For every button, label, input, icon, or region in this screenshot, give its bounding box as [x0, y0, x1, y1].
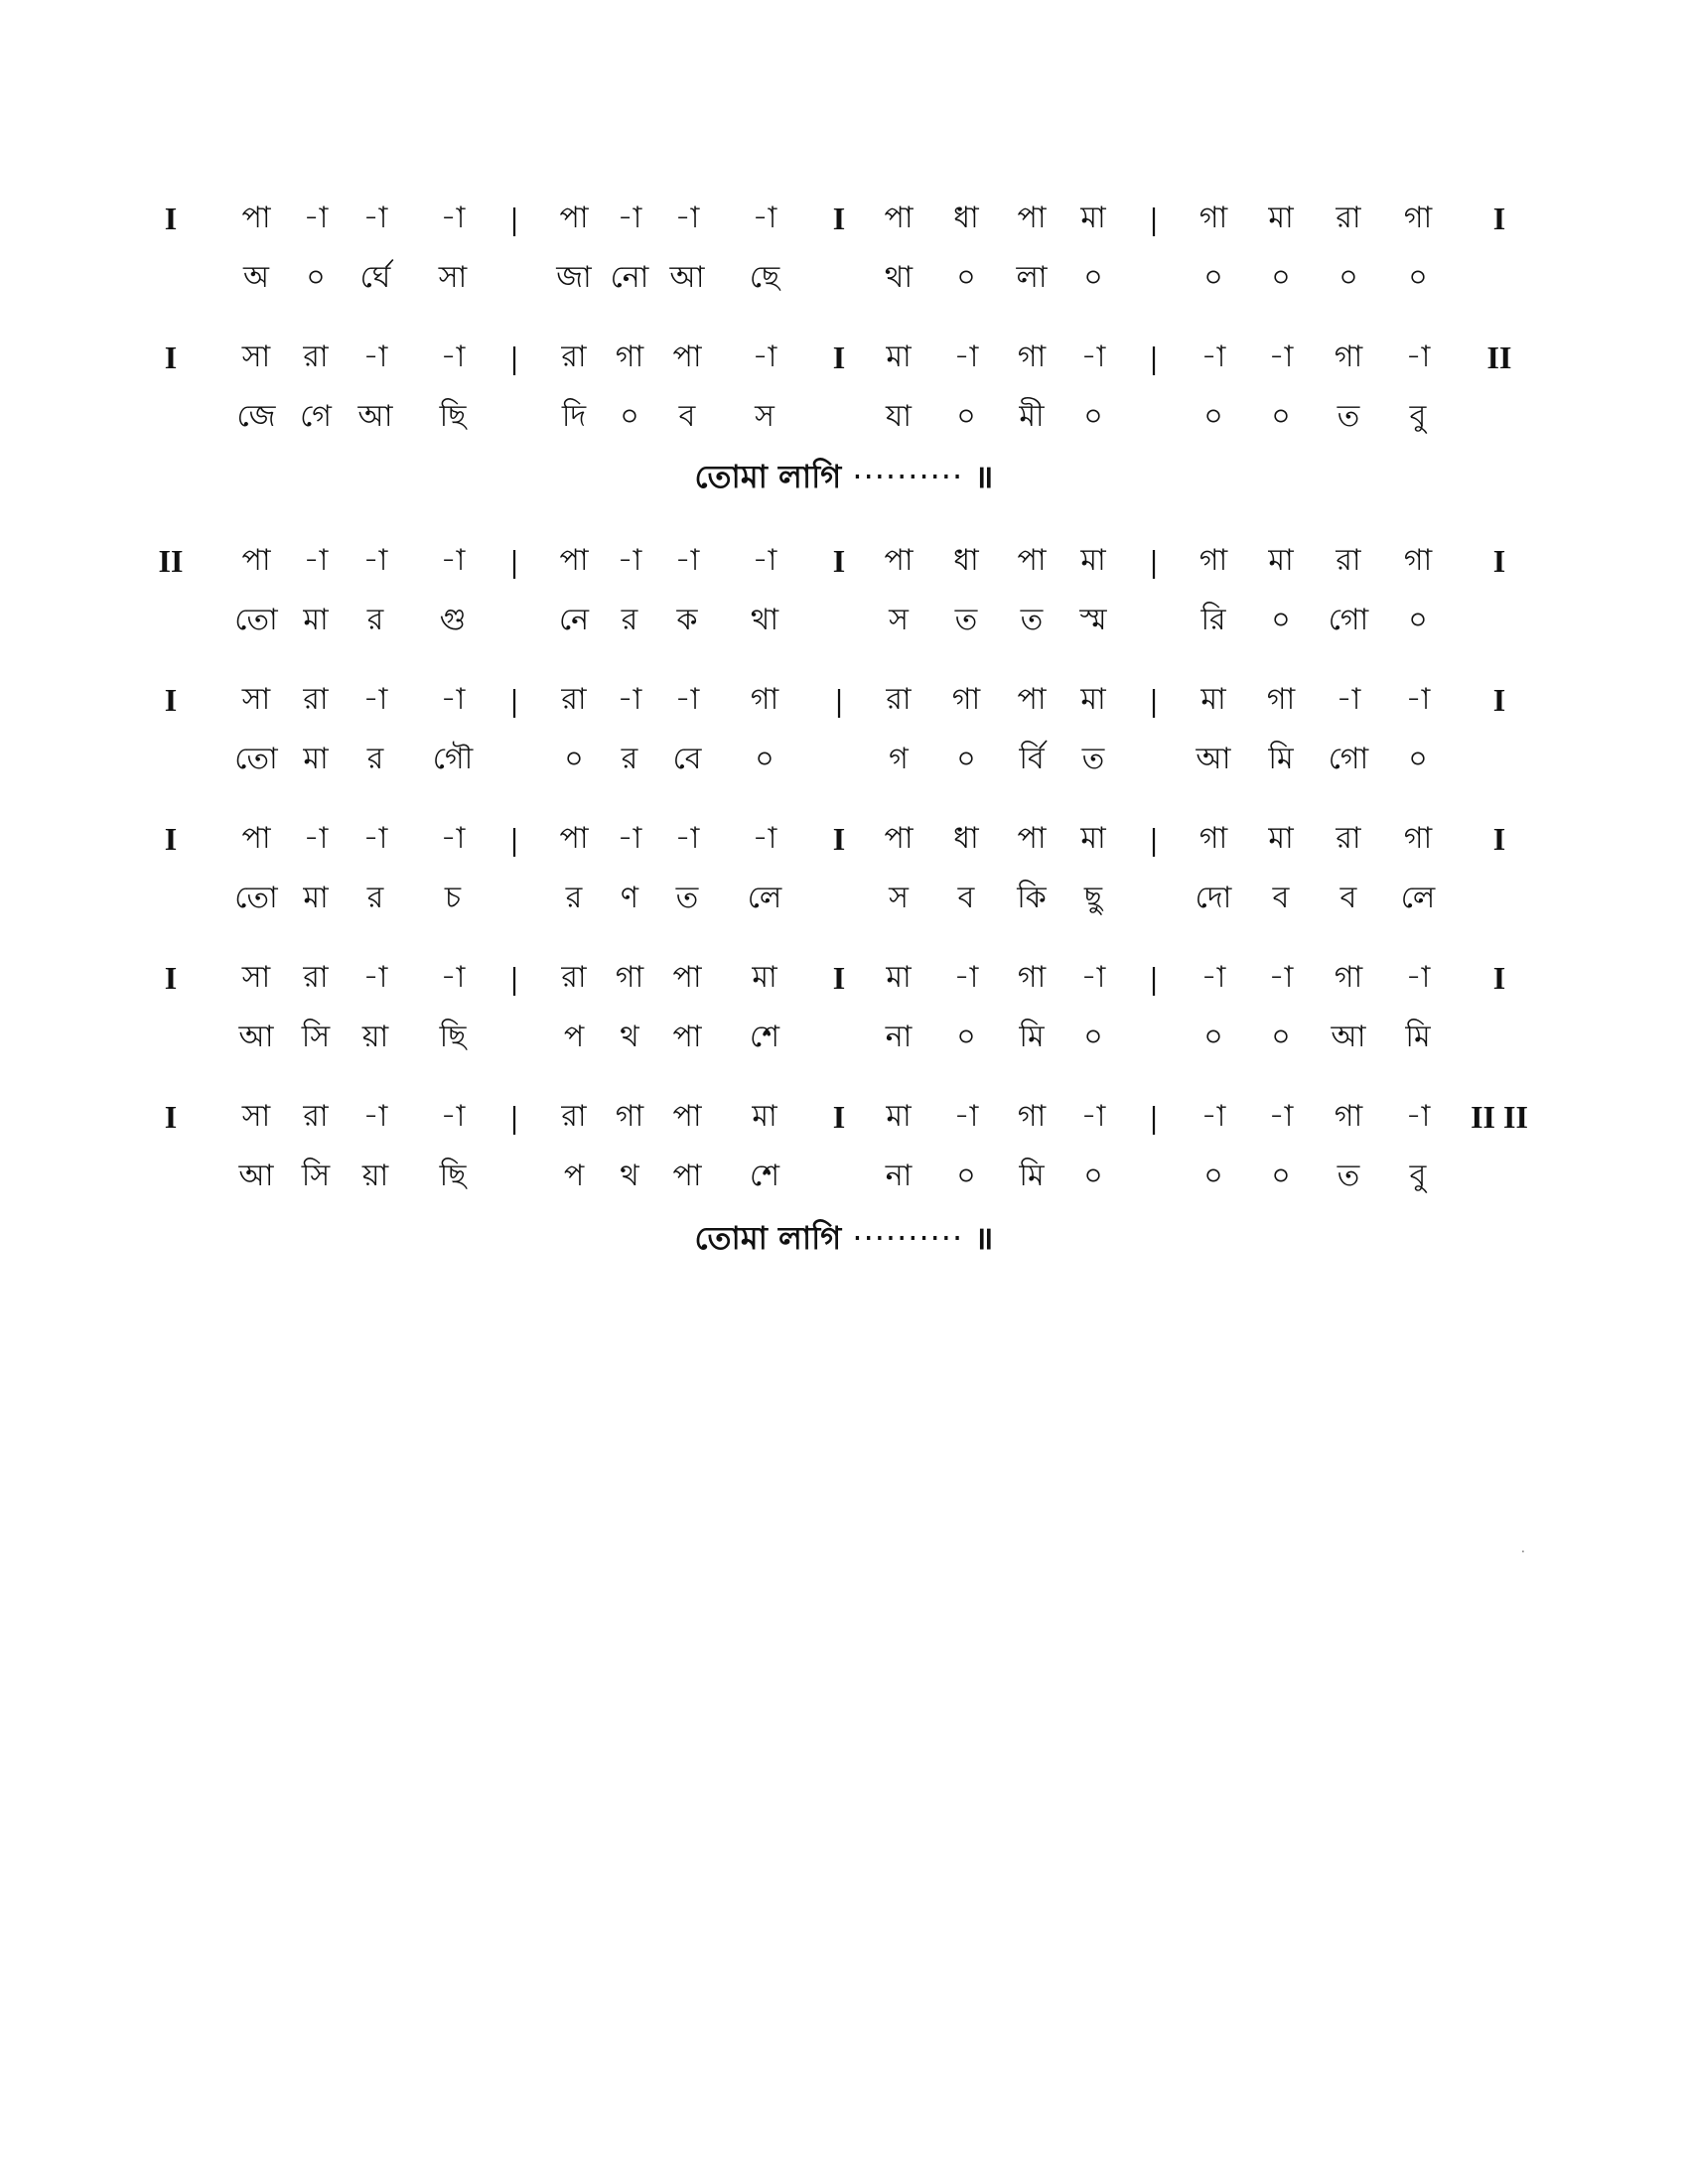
lyric-syllable: ০ [1271, 603, 1291, 637]
swara-row [0, 948, 1688, 1008]
refrain-text: তোমা লাগি [694, 1219, 842, 1257]
lyric-syllable: যা [886, 399, 912, 434]
bar-line: I [164, 201, 178, 236]
lyric-syllable: ০ [564, 742, 584, 776]
swara-note: গা [1334, 340, 1363, 374]
lyric-syllable: য়া [361, 1159, 389, 1193]
lyric-syllable: ব [957, 881, 975, 915]
swara-note: সা [241, 682, 271, 717]
swara-row [0, 531, 1688, 591]
lyric-syllable: ০ [306, 260, 326, 295]
lyric-row [0, 869, 1688, 928]
swara-note: -া [1080, 1099, 1106, 1134]
lyric-syllable: গে [300, 399, 332, 434]
lyric-syllable: র [621, 603, 638, 637]
swara-note: পা [241, 821, 271, 856]
bar-line: | [1150, 682, 1158, 718]
lyric-syllable: আ [669, 260, 705, 295]
swara-row [0, 328, 1688, 387]
swara-note: গা [1403, 543, 1433, 578]
swara-note: -া [440, 682, 466, 717]
bar-line: I [832, 201, 846, 236]
lyric-syllable: ০ [1083, 1159, 1103, 1193]
lyric-row [0, 387, 1688, 447]
lyric-syllable: ০ [956, 260, 976, 295]
swara-note: রা [886, 682, 912, 717]
refrain-dots: ·········· [852, 458, 964, 495]
swara-note: -া [1200, 1099, 1226, 1134]
lyric-syllable: মা [303, 881, 329, 915]
lyric-syllable: ত [1336, 399, 1360, 434]
bar-line: | [510, 821, 518, 857]
swara-note: মা [886, 340, 912, 374]
swara-note: -া [303, 543, 329, 578]
swara-note: রা [303, 960, 329, 995]
refrain-end-mark: ॥ [974, 1219, 994, 1257]
lyric-syllable: ০ [1271, 399, 1291, 434]
lyric-row [0, 248, 1688, 308]
swara-row [0, 809, 1688, 869]
lyric-syllable: ত [954, 603, 978, 637]
swara-note: পা [884, 821, 914, 856]
lyric-syllable: স্ম [1079, 603, 1107, 637]
lyric-syllable: মা [303, 603, 329, 637]
swara-note: -া [1200, 960, 1226, 995]
lyric-syllable: নো [610, 260, 649, 295]
lyric-syllable: ব [1272, 881, 1290, 915]
lyric-syllable: ০ [1408, 603, 1428, 637]
lyric-syllable: ০ [1408, 742, 1428, 776]
swara-note: গা [1017, 960, 1047, 995]
bar-line: | [510, 340, 518, 375]
swara-note: -া [752, 543, 777, 578]
bar-line: I [1492, 821, 1506, 857]
bar-line: II [158, 543, 184, 579]
swara-note: -া [752, 201, 777, 235]
swara-note: -া [440, 821, 466, 856]
lyric-syllable: ০ [1083, 1020, 1103, 1054]
swara-note: গা [1198, 543, 1228, 578]
swara-note: -া [1268, 960, 1294, 995]
swara-note: পা [1017, 682, 1047, 717]
lyric-syllable: আ [238, 1159, 274, 1193]
swara-note: মা [1268, 201, 1294, 235]
bar-line: I [164, 682, 178, 718]
swara-note: -া [1405, 340, 1431, 374]
lyric-syllable: থ [620, 1020, 639, 1054]
swara-note: মা [1080, 543, 1106, 578]
swara-note: -া [362, 1099, 388, 1134]
lyric-syllable: গ [889, 742, 909, 776]
lyric-syllable: ০ [1203, 1159, 1223, 1193]
swara-note: রা [1336, 543, 1361, 578]
lyric-syllable: গো [1328, 603, 1369, 637]
swara-note: ধা [953, 201, 979, 235]
lyric-syllable: ০ [1408, 260, 1428, 295]
bar-line: | [510, 543, 518, 579]
swara-note: -া [953, 1099, 979, 1134]
swara-note: -া [362, 543, 388, 578]
swara-note: পা [672, 1099, 702, 1134]
swara-note: পা [884, 543, 914, 578]
bar-line: II [1486, 340, 1512, 375]
swara-note: -া [674, 543, 700, 578]
swara-note: মা [1268, 543, 1294, 578]
swara-row [0, 1087, 1688, 1147]
lyric-row [0, 730, 1688, 789]
lyric-syllable: রি [1200, 603, 1226, 637]
bar-line: I [832, 960, 846, 996]
lyric-syllable: শে [750, 1020, 779, 1054]
lyric-syllable: মি [1019, 1020, 1045, 1054]
lyric-syllable: বে [672, 742, 702, 776]
lyric-syllable: র [366, 742, 384, 776]
swara-note: সা [241, 1099, 271, 1134]
lyric-syllable: স [889, 881, 909, 915]
lyric-row [0, 1008, 1688, 1067]
swara-note: ধা [953, 543, 979, 578]
lyric-syllable: থ [620, 1159, 639, 1193]
bar-line: I [164, 960, 178, 996]
lyric-syllable: মা [303, 742, 329, 776]
bar-line: I [1492, 543, 1506, 579]
bar-line: | [1150, 201, 1158, 236]
swara-note: রা [303, 340, 329, 374]
swara-note: পা [672, 960, 702, 995]
bar-line: I [832, 543, 846, 579]
swara-note: গা [1198, 821, 1228, 856]
swara-note: -া [362, 960, 388, 995]
swara-note: গা [1403, 821, 1433, 856]
swara-note: -া [1268, 1099, 1294, 1134]
lyric-syllable: নে [558, 603, 590, 637]
swara-note: -া [752, 821, 777, 856]
bar-line: I [1492, 682, 1506, 718]
scan-speck: · [1521, 1545, 1525, 1559]
swara-note: -া [1268, 340, 1294, 374]
lyric-syllable: আ [357, 399, 393, 434]
lyric-syllable: বু [1409, 1159, 1427, 1193]
bar-line: | [835, 682, 843, 718]
bar-line: I [164, 821, 178, 857]
lyric-syllable: থা [750, 603, 779, 637]
swara-note: গা [951, 682, 981, 717]
swara-note: গা [1266, 682, 1296, 717]
lyric-syllable: দি [561, 399, 587, 434]
lyric-syllable: ছু [1083, 881, 1103, 915]
bar-line: I [1492, 960, 1506, 996]
lyric-syllable: ০ [755, 742, 774, 776]
lyric-syllable: য়া [361, 1020, 389, 1054]
bar-line: I [164, 340, 178, 375]
lyric-syllable: তো [234, 603, 278, 637]
refrain-line-1 [0, 452, 1688, 501]
lyric-syllable: তো [234, 881, 278, 915]
swara-note: গা [1403, 201, 1433, 235]
lyric-syllable: ০ [1083, 260, 1103, 295]
lyric-syllable: সি [301, 1159, 331, 1193]
lyric-syllable: লে [747, 881, 782, 915]
lyric-syllable: লে [1400, 881, 1436, 915]
lyric-syllable: না [885, 1020, 913, 1054]
swara-note: -া [953, 340, 979, 374]
swara-note: -া [1405, 960, 1431, 995]
lyric-syllable: ক [676, 603, 698, 637]
swara-note: -া [362, 340, 388, 374]
lyric-syllable: র [565, 881, 583, 915]
swara-note: রা [303, 682, 329, 717]
swara-note: পা [559, 821, 589, 856]
swara-note: -া [440, 960, 466, 995]
lyric-syllable: গো [1328, 742, 1369, 776]
swara-note: -া [440, 543, 466, 578]
swara-note: পা [559, 543, 589, 578]
lyric-syllable: ০ [956, 399, 976, 434]
swara-note: পা [884, 201, 914, 235]
lyric-syllable: প [563, 1159, 585, 1193]
lyric-syllable: ছে [749, 260, 780, 295]
bar-line: I [1492, 201, 1506, 236]
lyric-syllable: ত [675, 881, 699, 915]
lyric-syllable: র্ঘে [359, 260, 391, 295]
swara-note: -া [617, 201, 642, 235]
swara-note: গা [750, 682, 779, 717]
bar-line: | [1150, 543, 1158, 579]
refrain-end-mark: ॥ [974, 458, 994, 495]
lyric-syllable: ০ [956, 1020, 976, 1054]
swara-note: -া [303, 201, 329, 235]
swara-note: সা [241, 960, 271, 995]
lyric-syllable: পা [672, 1159, 702, 1193]
swara-note: গা [615, 960, 644, 995]
lyric-syllable: জা [556, 260, 592, 295]
bar-line: II II [1471, 1099, 1528, 1135]
lyric-syllable: ত [1081, 742, 1105, 776]
lyric-syllable: সা [438, 260, 468, 295]
lyric-syllable: আ [1331, 1020, 1366, 1054]
lyric-syllable: র্বি [1019, 742, 1045, 776]
swara-note: -া [362, 682, 388, 717]
lyric-syllable: ছি [439, 1159, 467, 1193]
swara-note: -া [1080, 340, 1106, 374]
lyric-syllable: দো [1195, 881, 1232, 915]
lyric-syllable: ণ [620, 881, 639, 915]
swara-note: -া [752, 340, 777, 374]
swara-note: রা [561, 682, 587, 717]
swara-note: -া [440, 1099, 466, 1134]
bar-line: I [832, 340, 846, 375]
lyric-syllable: ০ [1271, 260, 1291, 295]
lyric-syllable: তো [234, 742, 278, 776]
swara-note: রা [561, 960, 587, 995]
lyric-syllable: মী [1019, 399, 1045, 434]
swara-note: -া [617, 543, 642, 578]
swara-note: পা [241, 201, 271, 235]
swara-note: গা [615, 1099, 644, 1134]
bar-line: I [832, 1099, 846, 1135]
swara-note: গা [1334, 960, 1363, 995]
lyric-syllable: বু [1409, 399, 1427, 434]
swara-note: -া [617, 682, 642, 717]
refrain-dots: ·········· [852, 1219, 964, 1257]
swara-note: -া [1200, 340, 1226, 374]
lyric-syllable: ০ [1203, 260, 1223, 295]
swara-note: মা [1080, 821, 1106, 856]
lyric-syllable: ০ [956, 1159, 976, 1193]
bar-line: | [510, 682, 518, 718]
lyric-syllable: জে [236, 399, 276, 434]
lyric-syllable: ত [1020, 603, 1044, 637]
lyric-syllable: স [889, 603, 909, 637]
swara-note: গা [1198, 201, 1228, 235]
swara-note: মা [886, 1099, 912, 1134]
lyric-syllable: লা [1016, 260, 1048, 295]
swara-note: পা [559, 201, 589, 235]
lyric-syllable: প [563, 1020, 585, 1054]
swara-note: -া [303, 821, 329, 856]
lyric-syllable: চ [444, 881, 462, 915]
lyric-syllable: আ [1196, 742, 1231, 776]
lyric-syllable: সি [301, 1020, 331, 1054]
swara-note: পা [672, 340, 702, 374]
swara-note: -া [440, 201, 466, 235]
lyric-syllable: ব [1339, 881, 1357, 915]
lyric-syllable: ব [678, 399, 696, 434]
lyric-syllable: শে [750, 1159, 779, 1193]
lyric-syllable: পা [672, 1020, 702, 1054]
bar-line: | [1150, 340, 1158, 375]
swara-note: -া [674, 201, 700, 235]
swara-note: রা [303, 1099, 329, 1134]
lyric-syllable: মি [1019, 1159, 1045, 1193]
swara-note: -া [1080, 960, 1106, 995]
lyric-syllable: গু [439, 603, 467, 637]
swara-note: মা [752, 1099, 777, 1134]
lyric-syllable: আ [238, 1020, 274, 1054]
swara-note: পা [1017, 201, 1047, 235]
lyric-syllable: অ [243, 260, 269, 295]
lyric-syllable: মি [1268, 742, 1294, 776]
swara-note: গা [615, 340, 644, 374]
swara-note: -া [1405, 682, 1431, 717]
refrain-line-2 [0, 1213, 1688, 1263]
swara-note: -া [674, 682, 700, 717]
lyric-syllable: ০ [956, 742, 976, 776]
refrain-text: তোমা লাগি [694, 458, 842, 495]
swara-note: গা [1334, 1099, 1363, 1134]
swara-note: -া [362, 821, 388, 856]
lyric-syllable: ০ [1338, 260, 1358, 295]
swara-note: রা [1336, 201, 1361, 235]
swara-note: পা [1017, 543, 1047, 578]
bar-line: | [1150, 1099, 1158, 1135]
swara-note: রা [561, 1099, 587, 1134]
swara-note: -া [617, 821, 642, 856]
bar-line: I [832, 821, 846, 857]
lyric-syllable: ছি [439, 1020, 467, 1054]
swara-note: রা [1336, 821, 1361, 856]
bar-line: | [1150, 821, 1158, 857]
lyric-syllable: ০ [1083, 399, 1103, 434]
lyric-syllable: স [755, 399, 774, 434]
swara-row [0, 189, 1688, 248]
bar-line: | [1150, 960, 1158, 996]
lyric-syllable: গৌ [432, 742, 474, 776]
bar-line: I [164, 1099, 178, 1135]
swara-note: রা [561, 340, 587, 374]
bar-line: | [510, 960, 518, 996]
swara-note: -া [1405, 1099, 1431, 1134]
swara-note: -া [440, 340, 466, 374]
lyric-syllable: ত [1336, 1159, 1360, 1193]
swara-note: -া [953, 960, 979, 995]
swara-row [0, 670, 1688, 730]
swara-note: ধা [953, 821, 979, 856]
swara-note: -া [1336, 682, 1361, 717]
lyric-syllable: র [621, 742, 638, 776]
lyric-syllable: ০ [620, 399, 639, 434]
swara-note: মা [886, 960, 912, 995]
swara-note: -া [362, 201, 388, 235]
lyric-syllable: র [366, 603, 384, 637]
lyric-row [0, 591, 1688, 650]
lyric-syllable: ০ [1203, 399, 1223, 434]
swara-note: গা [1017, 1099, 1047, 1134]
lyric-syllable: না [885, 1159, 913, 1193]
swara-note: গা [1017, 340, 1047, 374]
lyric-syllable: মি [1405, 1020, 1431, 1054]
swara-note: -া [674, 821, 700, 856]
bar-line: | [510, 1099, 518, 1135]
lyric-syllable: ছি [439, 399, 467, 434]
lyric-syllable: থা [884, 260, 914, 295]
lyric-syllable: র [366, 881, 384, 915]
swara-note: মা [752, 960, 777, 995]
swara-note: মা [1080, 682, 1106, 717]
swara-note: মা [1268, 821, 1294, 856]
swara-note: মা [1080, 201, 1106, 235]
lyric-syllable: কি [1017, 881, 1047, 915]
lyric-row [0, 1147, 1688, 1206]
lyric-syllable: ০ [1203, 1020, 1223, 1054]
swara-note: পা [1017, 821, 1047, 856]
bar-line: | [510, 201, 518, 236]
swara-note: পা [241, 543, 271, 578]
swara-note: মা [1200, 682, 1226, 717]
lyric-syllable: ০ [1271, 1020, 1291, 1054]
swara-note: সা [241, 340, 271, 374]
lyric-syllable: ০ [1271, 1159, 1291, 1193]
